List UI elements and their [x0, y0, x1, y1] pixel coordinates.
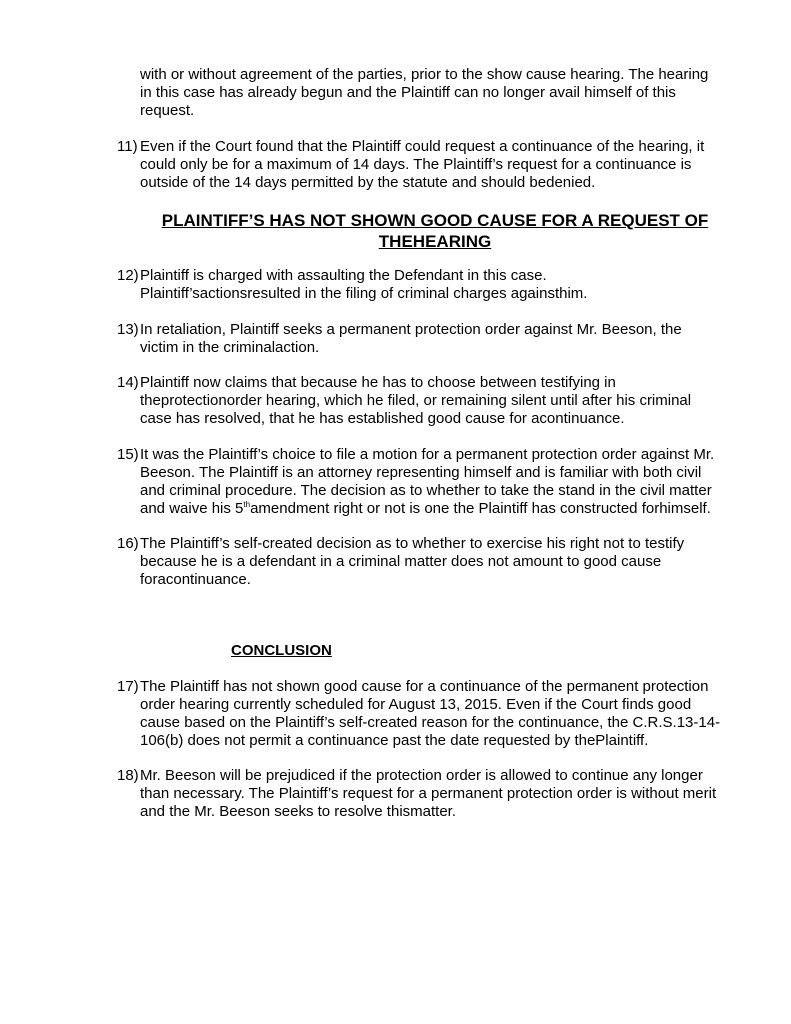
item-number: 14) [117, 374, 139, 391]
item-number: 12) [117, 267, 139, 284]
item-number: 17) [117, 678, 139, 695]
item-text: In retaliation, Plaintiff seeks a permanent protection order against Mr. Beeson, the victim in the criminalaction. [140, 321, 682, 356]
ordinal-superscript: th [243, 500, 251, 509]
conclusion-heading: CONCLUSION [231, 642, 332, 659]
item-number: 18) [117, 767, 139, 784]
item-number: 13) [117, 321, 139, 338]
section-heading: PLAINTIFF’S HAS NOT SHOWN GOOD CAUSE FOR A REQUEST OF THEHEARING [161, 211, 709, 251]
item-text-part-b: amendment right or not is one the Plaintiff has constructed forhimself. [250, 500, 711, 517]
item-text: The Plaintiff has not shown good cause for a continuance of the permanent protection order hearing currently scheduled for August 13, 2015. Even if the Court finds good cause based on the Plaintiff’s self-created reason for the continuance, the C.R.S.13-14- 106(b) does not permit a continuance past the date requested by thePlaintiff. [140, 678, 721, 749]
item-text-part-a: It was the Plaintiff’s choice to file a motion for a permanent protection order against Mr. Beeson. The Plaintiff is an attorney representing himself and is familiar with both civil and criminal procedure. The decision as to whether to take the stand in the civil matter and waive his 5 [140, 446, 715, 517]
item-text: Plaintiff now claims that because he has to choose between testifying in theprotectionorder hearing, which he filed, or remaining silent until after his criminal case has resolved, that he has established good cause for acontinuance. [140, 374, 692, 427]
item-text: Mr. Beeson will be prejudiced if the protection order is allowed to continue any longer than necessary. The Plaintiff’s request for a permanent protection order is without merit and the Mr. Beeson seeks to resolve thismatter. [140, 767, 717, 820]
item-text: Even if the Court found that the Plaintiff could request a continuance of the hearing, it could only be for a maximum of 14 days. The Plaintiff’s request for a continuance is outside of the 14 days permitted by the statute and should bedenied. [140, 138, 705, 191]
item-text [140, 446, 746, 518]
item-text: The Plaintiff’s self-created decision as to whether to exercise his right not to testify because he is a defendant in a criminal matter does not amount to good cause foracontinuance. [140, 535, 685, 588]
item-number: 11) [117, 138, 138, 155]
intro-paragraph: with or without agreement of the parties, prior to the show cause hearing. The hearing in this case has already begun and the Plaintiff can no longer avail himself of this request. [140, 66, 709, 119]
item-number: 16) [117, 535, 139, 552]
item-number: 15) [117, 446, 139, 463]
item-text: Plaintiff is charged with assaulting the Defendant in this case. Plaintiff’sactionsresulted in the filing of criminal charges againsthim. [140, 267, 588, 302]
